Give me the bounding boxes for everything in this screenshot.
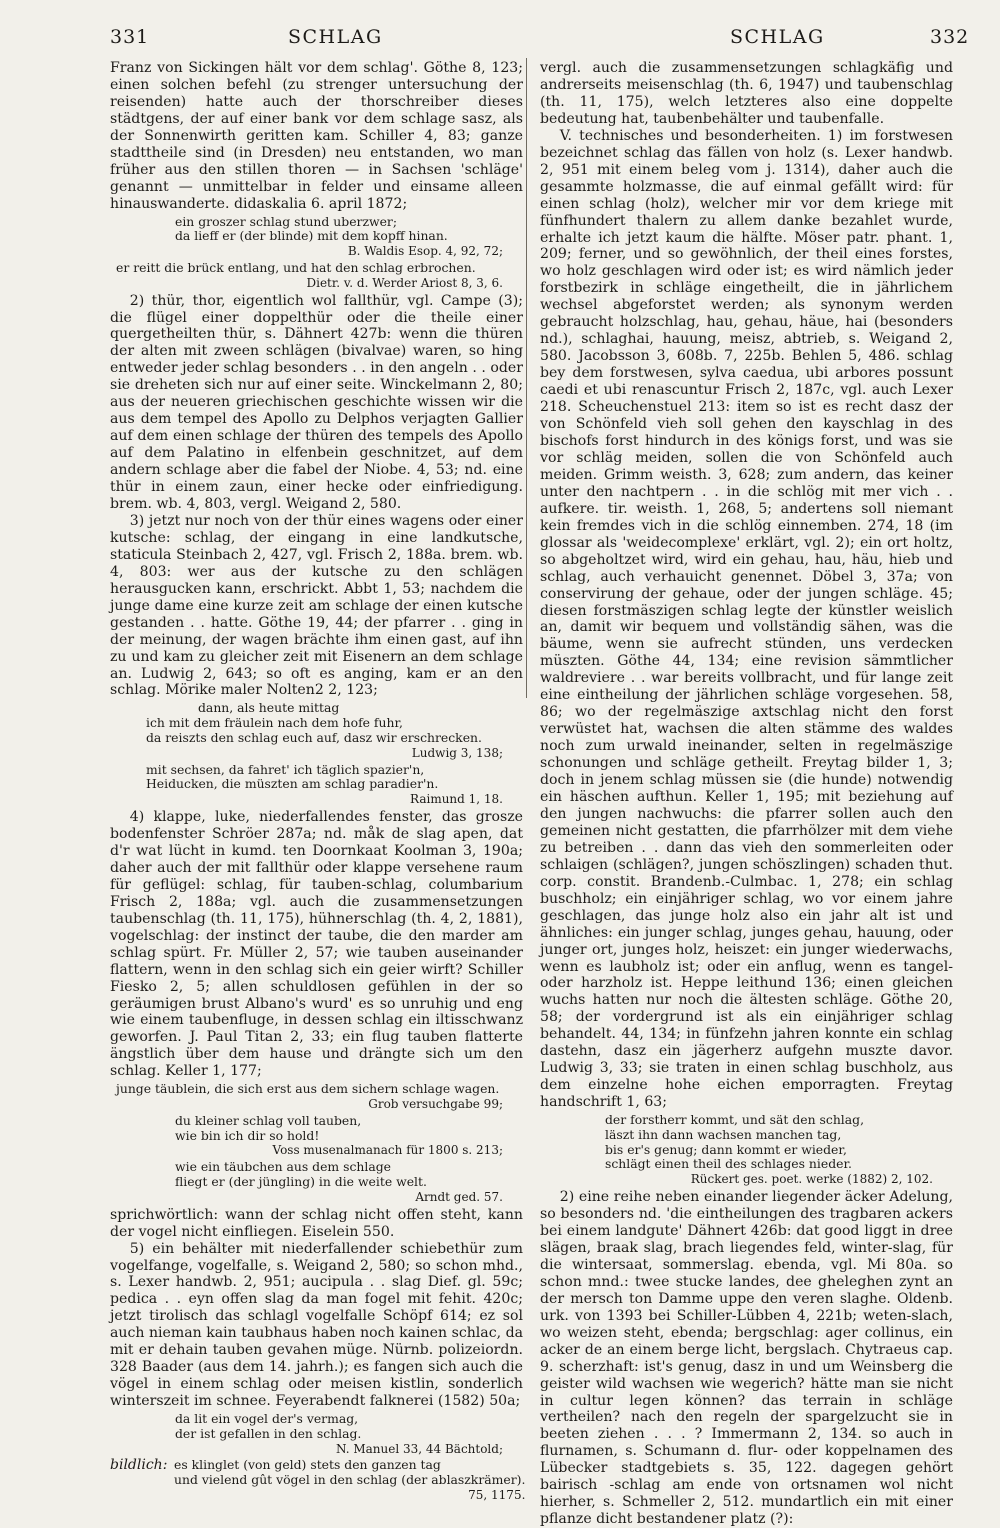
quote-source: Raimund 1, 18.	[410, 792, 503, 807]
quote-source: Ludwig 3, 138;	[411, 745, 503, 760]
quote-source: Grob versuchgabe 99;	[368, 1097, 503, 1112]
quotation	[110, 1114, 523, 1158]
page-number-left: 331	[110, 26, 150, 48]
quotation	[110, 1457, 526, 1503]
running-head-left: SCHLAG	[288, 26, 383, 48]
page-header	[0, 26, 1000, 56]
paragraph: 2) thür, thor, eigentlich wol fallthür, vgl. Campe (3); die flügel einer doppelthür oder die theile einer quergetheilten thür, s. Dähnert 427b: wenn die thüren der alten mit zween schlägen (bivalvae) waren, so hing entweder jeder schlag besonders . . in den angeln . . oder sie dreheten sich nur auf einer seite. Winckelmann 2, 80; aus der neueren griechischen geschichte wissen wir die aus dem tempel des Apollo zu Delphos verjagten Gallier auf dem einen schlage der thüren des tempels des Apollo auf dem Palatino in elfenbein geschnitzet, auf dem andern schlage aber die fabel der Niobe. 4, 53; nd. eine thür in einem zaun, einer hecke oder einfriedigung. brem. wb. 4, 803, vergl. Weigand 2, 580.	[110, 292, 523, 512]
quote-line: und vielend gût vögel in den schlag (der ablaszkrämer).	[174, 1472, 526, 1488]
quotation	[110, 1082, 523, 1112]
quotation	[110, 1160, 523, 1204]
quotation	[110, 701, 523, 760]
paragraph: 3) jetzt nur noch von der thür eines wagens oder einer kutsche: schlag, der eingang in eine landkutsche, staticula Steinbach 2, 427, vgl. Frisch 2, 188a. brem. wb. 4, 803: wer aus der kutsche zu den schlägen herausgucken kann, erschrickt. Abbt 1, 53; nachdem die junge dame eine kurze zeit am schlage der einen kutsche gestanden . . hatte. Göthe 19, 44; der pfarrer . . ging in der meinung, der wagen brächte ihm einen gast, auf ihn zu und kam zu gleicher zeit mit Eisenern an dem schlage an. Ludwig 2, 643; so oft es anging, kam er an den schlag. Mörike maler Nolten2 2, 123;	[110, 512, 523, 699]
paragraph: vergl. auch die zusammensetzungen schlagkäfig und andrerseits meisenschlag (th. 6, 1947) und taubenschlag (th. 11, 175), welch letzteres also eine doppelte bedeutung hat, taubenbehälter und taubenfalle.	[540, 60, 953, 127]
quote-line: der forstherr kommt, und sät den schlag,	[605, 1112, 865, 1128]
paragraph: 5) ein behälter mit niederfallender schiebethür zum vogelfange, vogelfalle, s. Weigand 2, 580; so schon mhd., s. Lexer handwb. 2, 951; aucipula . . slag Dief. gl. 59c; pedica . . eyn offen slag da man fogel mit fehit. 420c; jetzt tirolisch das schlagl vogelfalle Schöpf 614; ez sol auch nieman kain taubhaus haben noch kainen schlac, da mit er dehain tauben gevahen müge. Nürnb. polizeiordn. 328 Baader (aus dem 14. jahrh.); es fangen sich auch die vögel in einem schlag oder meisen kistlin, sonderlich winterszeit im schnee. Feyerabendt falknerei (1582) 50a;	[110, 1240, 523, 1410]
quote-line: ein groszer schlag stund uberzwer;	[175, 213, 398, 229]
paragraph: 2) eine reihe neben einander liegender äcker Adelung, so besonders nd. 'die eintheilungen des tragbaren ackers bei einem landgute' Dähnert 426b: dat good liggt in dree slägen, braak slag, brach liegendes feld, winter-slag, für die wintersaat, sommerslag. ebenda, vgl. Mi 80a. so schon mnd.: twee stucke landes, dee gheleghen zynt an der mersch ton Damme uppe den veren slaghe. Oldenb. urk. von 1393 bei Schiller-Lübben 4, 221b; weten-slach, wo weizen steht, ebenda; bergschlag: ager collinus, ein acker de an einem berge licht, bergslach. Chytraeus cap. 9. scherzhaft: ist's genug, dasz in und um Weinsberg die geister wild wachsen wie wegerich? hätte man sie nicht in cultur legen können? das terrain in schläge vertheilen? nach den regeln der spargelzucht sie in beeten ziehen . . . ? Immermann 2, 134. so auch in flurnamen, s. Schumann d. flur- oder koppelnamen des Lübecker stadtgebiets s. 35, 122. dagegen gehört bairisch -schlag am ende von ortsnamen wol nicht hierher, s. Schmeller 2, 512. mundartlich ein mit einer pflanze dicht bestandener platz (?):	[540, 1189, 953, 1528]
quote-line: bis er's genug; dann kommt er wieder,	[605, 1141, 847, 1157]
column-divider	[526, 58, 527, 698]
quotation	[110, 763, 523, 807]
quote-line: mit sechsen, da fahret' ich täglich spazier'n,	[146, 761, 425, 777]
quote-line: läszt ihn dann wachsen manchen tag,	[605, 1126, 842, 1142]
quote-source: Dietr. v. d. Werder Ariost 8, 3, 6.	[306, 275, 503, 290]
quote-line: der ist gefallen in den schlag.	[175, 1425, 362, 1441]
paragraph: V. technisches und besonderheiten. 1) im forstwesen bezeichnet schlag das fällen von holz (s. Lexer handwb. 2, 951 mit einem beleg vom j. 1314), daher auch die gesammte holzmasse, die auf einmal gefällt wird: für einen schlag (holz), welcher mir vor dem kriege mit fünfhundert thalern zu allem danke bezahlet wurde, erhalte ich jetzt kaum die hälfte. Möser patr. phant. 1, 209; ferner, und so gewöhnlich, der theil eines forstes, wo holz geschlagen wird oder ist; es wird nämlich jeder forstbezirk in schläge eingetheilt, die in jährlichem wechsel abgeforstet werden; als synonym werden gebraucht holzschlag, hau, gehau, häue, hai (besonders nd.), schlaghai, hauung, meisz, abtrieb, s. Weigand 2, 580. Jacobsson 3, 608b. 7, 225b. Behlen 5, 486. schlag bey dem forstwesen, sylva caedua, ubi arbores possunt caedi et ubi renascuntur Frisch 2, 187c, vgl. auch Lexer 218. Scheuchenstuel 213: item so ist es recht dasz der von Schönfeld vieh soll gehen den kayschlag in des bischofs forst hindurch in des königs forst, und was sie vor schläg meiden, sollen die von Schönfeld auch meiden. Grimm weisth. 3, 628; zum andern, das keiner unter den nachtpern . . in die schlög mit mer vich . . aufkere. tir. weisth. 1, 268, 5; andertens soll niemant kein fremdes vich in die schlög einnemben. 274, 18 (im glossar als 'weidecomplexe' erklärt, vgl. 2); ein ort holtz, so abgeholtzet wird, wird ein gehau, hau, häu, hieb und schlag, auch verhauicht genennet. Döbel 3, 37a; von conservirung der gehaue, oder der jungen schläge. 45; diesen forstmäszigen schlag legte der künstler weislich an, damit wir bequem und vollständig sähen, was die bäume, wenn sie aufrecht stünden, uns verdecken müszten. Göthe 44, 134; eine revision sämmtlicher waldreviere . . war bereits vollbracht, und für lange zeit eine eintheilung der jährlichen schläge vorgesehen. 58, 86; wo der regelmäszige axtschlag nicht den forst verwüstet hat, wachsen die alten stämme des waldes noch zum urwald ineinander, selten in regelmäszige schonungen und schläge getheilt. Freytag bilder 1, 3; doch in jenem schlag müssen sie (die hunde) notwendig ein häschen aufthun. Keller 1, 195; mit beziehung auf den jungen nachwuchs: die pfarrer sollen auch den gemeinen nicht gestatten, die pfarrhölzer mit dem viehe zu betreiben . . dann das vieh den sommerleiten oder schlaigen (schlägen?, jungen schöszlingen) schaden thut. corp. constit. Brandenb.-Culmbac. 1, 278; ein schlag buschholz; ein einjähriger schlag, wo vor einem jahre geschlagen, das junge holz also ein jahr alt ist und ähnliches: ein junger schlag, junges gehau, hauung, oder junger ort, junges holz, heiszet: ein junger wiederwachs, wenn es laubholz ist; oder ein anflug, wenn es tangel- oder harzholz ist. Heppe leithund 136; einen gleichen wuchs hatten nur noch die ältesten schläge. Göthe 20, 58; der vordergrund ist als ein einjähriger schlag behandelt. 44, 134; in fünfzehn jahren konnte ein schlag dastehn, dasz ein jägerherz aufgehn muszte davor. Ludwig 3, 33; sie traten in einen schlag buschholz, aus dem einzelne hohe eichen emporragten. Freytag handschrift 1, 63;	[540, 127, 953, 1111]
quote-line: da lieff er (der blinde) mit dem kopff hinan.	[175, 228, 448, 244]
page-number-right: 332	[930, 26, 970, 48]
running-head-right: SCHLAG	[730, 26, 825, 48]
quote-source: 75, 1175.	[468, 1488, 526, 1503]
quote-source: Rückert ges. poet. werke (1882) 2, 102.	[690, 1172, 933, 1187]
quotation	[110, 261, 523, 291]
quote-line: ich mit dem fräulein nach dem hofe fuhr,	[146, 715, 403, 731]
quote-line: fliegt er (der jüngling) in die weite welt.	[175, 1174, 427, 1190]
right-column	[540, 60, 953, 1528]
quote-source: N. Manuel 33, 44 Bächtold;	[335, 1441, 503, 1456]
quote-line: schlägt einen theil des schlages nieder.	[605, 1156, 852, 1172]
quote-line: dann, als heute mittag	[198, 700, 340, 716]
quote-line: wie bin ich dir so hold!	[175, 1127, 320, 1143]
quote-line: es klinglet (von geld) stets den ganzen tag	[174, 1457, 441, 1473]
quote-line: wie ein täubchen aus dem schlage	[175, 1159, 392, 1175]
quote-line: da reiszts den schlag euch auf, dasz wir erschrecken.	[146, 730, 482, 746]
quote-line: du kleiner schlag voll tauben,	[175, 1112, 362, 1128]
quotation	[540, 1113, 953, 1187]
usage-label: bildlich:	[110, 1457, 168, 1474]
quotation	[110, 215, 523, 259]
quote-source: Voss musenalmanach für 1800 s. 213;	[272, 1143, 503, 1158]
quote-source: Arndt ged. 57.	[415, 1189, 503, 1204]
paragraph: Franz von Sickingen hält vor dem schlag'. Göthe 8, 123; einen solchen befehl (zu strenger untersuchung der reisenden) hatte auch der thorschreiber dieses städtgens, der auf einer bank vor dem schlage sasz, als der Sonnenwirth geritten kam. Schiller 4, 83; ganze stadttheile sind (in Dresden) neu entstanden, wo man früher aus den stillen thoren — in Sachsen 'schläge' genannt — unmittelbar in felder und einsame alleen hinauswanderte. didaskalia 6. april 1872;	[110, 60, 523, 212]
quote-source: B. Waldis Esop. 4, 92, 72;	[347, 244, 503, 259]
paragraph: sprichwörtlich: wann der schlag nicht offen steht, kann der vogel nicht einfliegen. Eiselein 550.	[110, 1206, 523, 1240]
quote-line: Heiducken, die müszten am schlag paradier'n.	[146, 776, 439, 792]
quote-line: er reitt die brück entlang, und hat den schlag erbrochen.	[116, 259, 476, 275]
paragraph: 4) klappe, luke, niederfallendes fenster, das grosze bodenfenster Schröer 287a; nd. måk de slag apen, dat d'r wat lücht in kumd. ten Doornkaat Koolman 3, 190a; daher auch der mit fallthür oder klappe versehene raum für geflügel: schlag, für tauben-schlag, columbarium Frisch 2, 188a; vgl. auch die zusammensetzungen taubenschlag (th. 11, 175), hühnerschlag (th. 4, 2, 1881), vogelschlag: der instinct der taube, die den marder am schlag spürt. Fr. Müller 2, 57; wie tauben auseinander flattern, wenn in den schlag sich ein geier wirft? Schiller Fiesko 2, 5; allen schuldlosen gefühlen in der so geräumigen brust Albano's wurd' es so unruhig und eng wie einem taubenfluge, in dessen schlag ein iltisschwanz geworfen. J. Paul Titan 2, 33; ein flug tauben flatterte ängstlich über dem hause und drängte sich um den schlag. Keller 1, 177;	[110, 809, 523, 1080]
quote-line: da lit ein vogel der's vermag,	[175, 1411, 359, 1427]
left-column	[110, 60, 526, 1505]
quote-line: junge täublein, die sich erst aus dem sichern schlage wagen.	[116, 1081, 500, 1097]
quotation	[110, 1412, 523, 1456]
